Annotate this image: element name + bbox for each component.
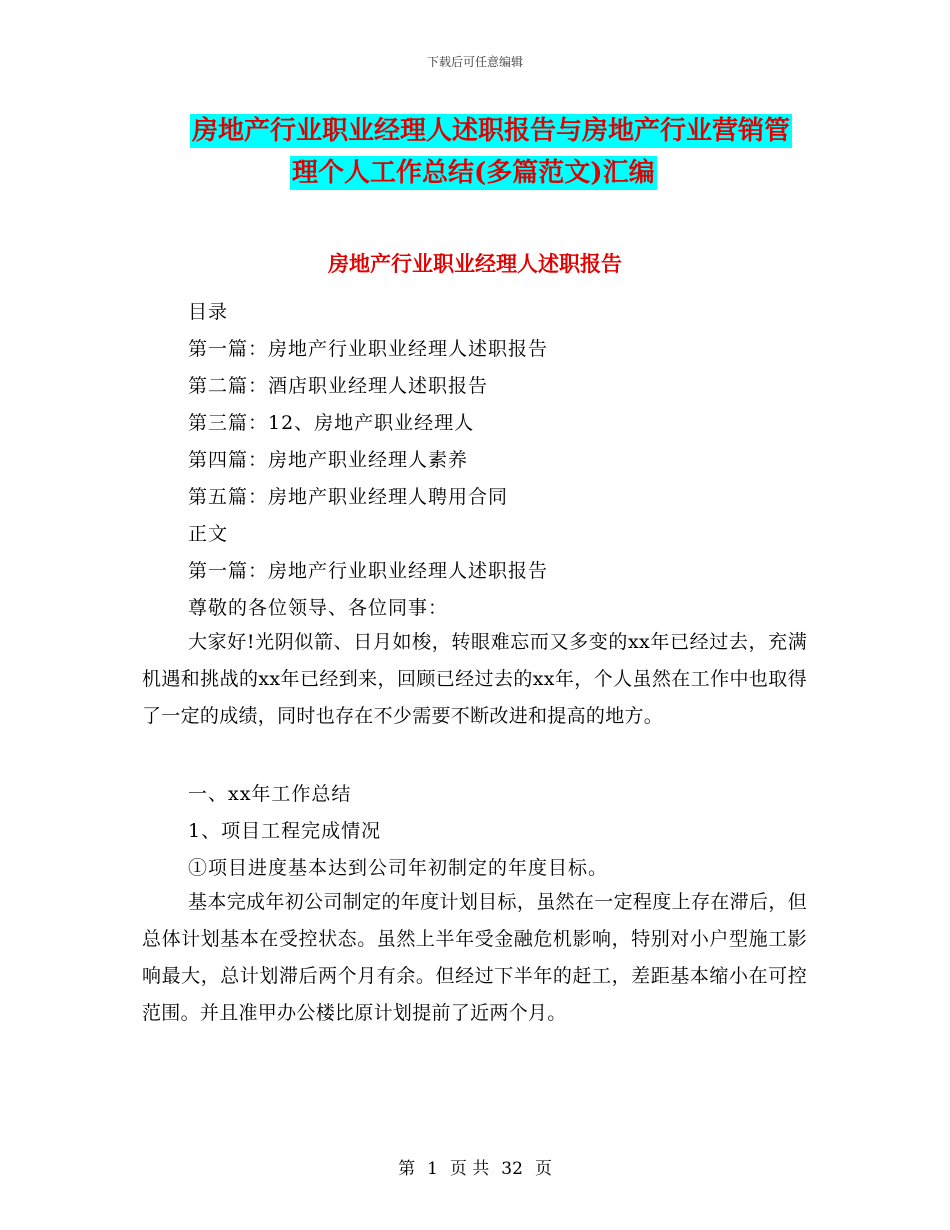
footer-page-mid: 页 共 xyxy=(449,1159,490,1179)
footer-page-current: 1 xyxy=(427,1159,438,1179)
toc-label: 目录 xyxy=(188,301,229,323)
toc-item: 第五篇：房地产职业经理人聘用合同 xyxy=(188,486,509,508)
paragraph-progress: 基本完成年初公司制定的年度计划目标，虽然在一定程度上存在滞后，但总体计划基本在受控状态。虽然上半年受金融危机影响，特别对小户型施工影响最大，总计划滞后两个月有余。但经过下半年的赶工，差距基本缩小在可控范围。并且准甲办公楼比原计划提前了近两个月。 xyxy=(142,891,807,1024)
footer-page-suffix: 页 xyxy=(534,1159,552,1179)
heading-1-1-1: ①项目进度基本达到公司年初制定的年度目标。 xyxy=(188,857,609,879)
page-footer xyxy=(0,1154,950,1179)
footer-page-prefix: 第 xyxy=(398,1159,416,1179)
heading-1-1: 1、项目工程完成情况 xyxy=(188,820,382,842)
salutation: 尊敬的各位领导、各位同事： xyxy=(188,597,449,619)
heading-1: 一、xx年工作总结 xyxy=(188,783,352,805)
footer-page-total: 32 xyxy=(501,1159,523,1179)
document-title xyxy=(190,110,810,194)
toc-item: 第一篇：房地产行业职业经理人述职报告 xyxy=(188,338,549,360)
document-title-line-2: 理个人工作总结(多篇范文)汇编 xyxy=(292,158,655,188)
section-title: 房地产行业职业经理人述职报告 xyxy=(328,251,622,276)
first-article-heading: 第一篇：房地产行业职业经理人述职报告 xyxy=(188,560,549,582)
paragraph-intro: 大家好!光阴似箭、日月如梭，转眼难忘而又多变的xx年已经过去，充满机遇和挑战的xx年已经到来，回顾已经过去的xx年，个人虽然在工作中也取得了一定的成绩，同时也存在不少需要不断改进和提高的地方。 xyxy=(142,631,807,727)
document-title-line-1: 房地产行业职业经理人述职报告与房地产行业营销管 xyxy=(192,116,791,146)
toc-item: 第三篇：12、房地产职业经理人 xyxy=(188,412,475,434)
toc-item: 第二篇：酒店职业经理人述职报告 xyxy=(188,375,489,397)
header-note: 下载后可任意编辑 xyxy=(426,55,523,69)
toc-item: 第四篇：房地产职业经理人素养 xyxy=(188,449,469,471)
body-label: 正文 xyxy=(188,523,229,545)
